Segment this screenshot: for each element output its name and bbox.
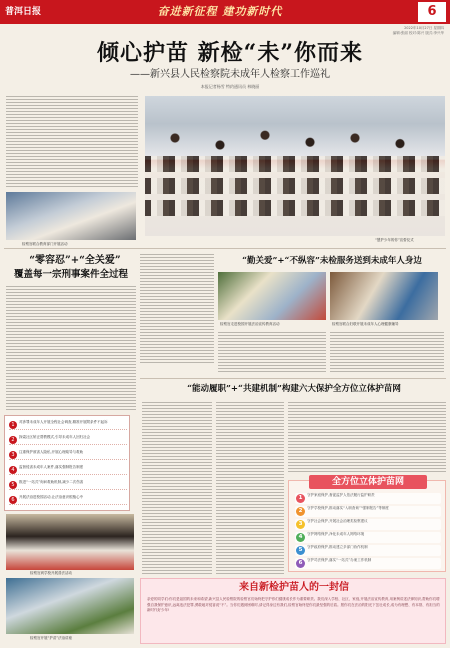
list-item: 4 监督侵害未成年人案件,落实强制报告制度 [9,465,127,475]
section1-title-line2: 覆盖每一宗刑事案件全过程 [13,269,128,280]
list-number: 2 [9,436,17,444]
list-item: 6 开展法治进校园活动,让法治意识根植心中 [9,495,127,505]
list-item: 5 守护政府保护,推动建立多部门协作机制 [295,545,441,556]
issue-date: 2022年10月27日 星期四 [404,26,444,30]
photo-counseling [330,272,438,320]
list-number: 5 [9,481,17,489]
photo-law-lecture [6,578,134,634]
photo-caption: 检察官开展“护苗”法治讲座 [30,636,73,640]
letter-body: 亲爱的同学们:你们是祖国的未来和希望,新兴县人民检察院的检察官们始终把守护你们健康成长作为重要职责。我们深入学校、社区、家庭,开展法治宣传教育,用案例讲述法律知识,帮助你们增强自我保护意识,远离违法犯罪,勇敢地对侵害说“不”。当你们遇到困难时,请记得身边有我们,检察官始终是你们最坚强的后盾。愿你们在法治的阳光下茁壮成长,成为有理想、有本领、有担当的新时代好少年! [147,597,440,613]
list-item: 1 守护家庭保护,督促监护人依法履行监护职责 [295,493,441,504]
photo-students-class [6,514,134,570]
list-item: 6 守护司法保护,落实“一站式”办案工作机制 [295,558,441,569]
section3-text-a [142,402,212,574]
open-letter-box [140,578,446,644]
list-item: 5 推进“一站式”询问救助机制,减少二次伤害 [9,480,127,490]
section2-text-a [218,332,326,374]
protection-network-infographic [288,477,446,572]
article-headline: 倾心护苗 新检“未”你而来 [97,40,363,66]
list-item: 3 注重保护被害人隐私,开展心理疏导与救助 [9,450,127,460]
issue-meta [393,26,444,36]
list-number: 4 [296,533,305,542]
section1-title-line1: “零容忍”+“全关爱” [29,255,121,266]
newspaper-logo: 普洱日报 [5,7,42,17]
section3-text-b [216,402,284,574]
list-number: 4 [9,466,17,474]
list-number: 2 [296,507,305,516]
list-item: 2 守护学校保护,推动落实“入职查询”“强制报告”等制度 [295,506,441,517]
letter-title: 来自新检护苗人的一封信 [239,582,349,593]
list-item: 3 守护社会保护,开展社会治理类检察建议 [295,519,441,530]
editor-credits: 编辑:张丽 校对:陈兴 版式:李兴华 [392,31,444,35]
article-subhead: ——新兴县人民检察院未成年人检察工作巡礼 [130,69,330,80]
article-byline: 本报记者杨雪 特约通讯员 林晓丽 [200,84,260,89]
section3-text-c [288,402,446,474]
photo-students-activity [6,192,136,240]
photo-oath-ceremony [145,96,445,236]
photo-school-lecture [218,272,326,320]
list-item: 1 对涉罪未成年人开展全程社会调查,精准开展附条件不起诉 [9,420,127,430]
list-number: 6 [296,559,305,568]
list-number: 1 [9,421,17,429]
page-number: 6 [418,2,446,22]
horizontal-rule [140,378,446,379]
section1-text [6,286,136,412]
section2-title: “勤关爱”+“不纵容”未检服务送到未成年人身边 [242,256,422,266]
list-number: 3 [9,451,17,459]
list-number: 5 [296,546,305,555]
photo-caption: 检察官到学校开展普法活动 [30,571,72,575]
horizontal-rule [4,248,446,249]
middle-text-column [140,254,214,364]
infographic-title: 全方位立体护苗网 [309,475,427,489]
list-item: 2 探索社区矫正帮教模式,引导未成年人回归社会 [9,435,127,445]
photo-caption: 检察官联合教育部门开展活动 [22,242,68,246]
list-item: 4 守护网络保护,净化未成年人网络环境 [295,532,441,543]
photo-caption: 检察官走进校园开展法治宣传教育活动 [220,322,280,326]
list-number: 1 [296,494,305,503]
photo-caption: 检察官联合妇联开展未成年人心理健康辅导 [332,322,399,326]
page-banner: 奋进新征程 建功新时代 [157,5,283,18]
key-measures-list [4,415,130,511]
intro-text-column [6,96,138,188]
list-number: 3 [296,520,305,529]
list-number: 6 [9,496,17,504]
section3-title: “能动履职”+“共建机制”构建六大保护全方位立体护苗网 [187,384,401,394]
section2-text-b [330,332,444,374]
main-photo-caption: “慧护少年的你”宣誓仪式 [375,238,414,242]
